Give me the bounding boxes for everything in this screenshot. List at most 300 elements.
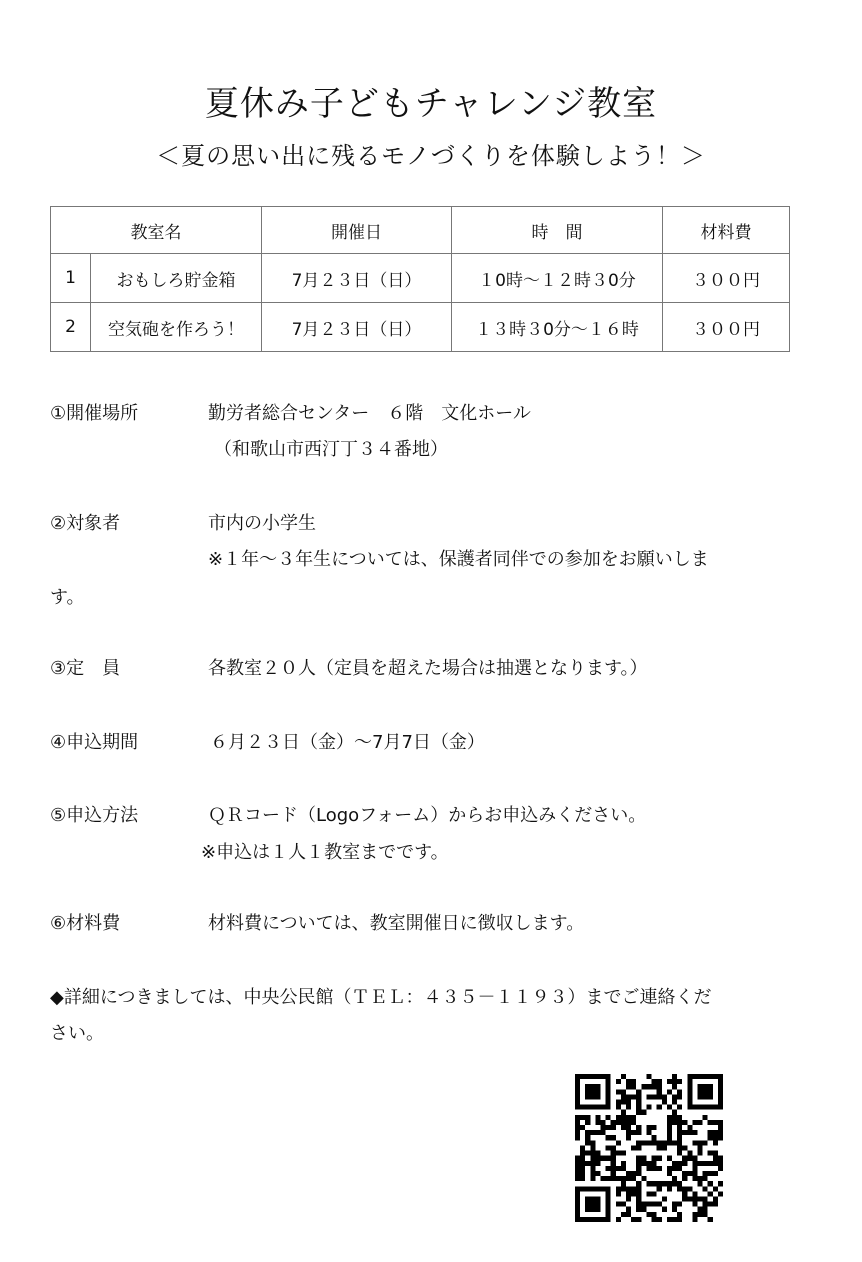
qr-module xyxy=(636,1145,641,1150)
qr-module xyxy=(606,1100,611,1105)
qr-module xyxy=(708,1089,713,1094)
header-fee: 材料費 xyxy=(663,207,790,254)
contact-line: ◆詳細につきましては、中央公民館（ＴＥＬ：４３５－１１９３）までご連絡くだ xyxy=(50,987,712,1008)
qr-module xyxy=(580,1151,585,1156)
qr-module xyxy=(580,1156,585,1161)
qr-module xyxy=(677,1130,682,1135)
qr-module xyxy=(595,1120,600,1125)
fee-label: ⑥材料費 xyxy=(50,913,121,934)
qr-module xyxy=(708,1217,713,1222)
qr-module xyxy=(606,1176,611,1181)
qr-module xyxy=(692,1171,697,1176)
qr-module xyxy=(652,1191,657,1196)
qr-module xyxy=(626,1171,631,1176)
qr-module xyxy=(575,1089,580,1094)
cell-class-name: おもしろ貯金箱 xyxy=(91,254,262,303)
qr-module xyxy=(682,1156,687,1161)
qr-module xyxy=(606,1135,611,1140)
qr-module xyxy=(601,1130,606,1135)
cell-fee: ３００円 xyxy=(663,254,790,303)
venue-address: （和歌山市西汀丁３４番地） xyxy=(214,439,448,460)
qr-module xyxy=(657,1186,662,1191)
qr-module xyxy=(708,1130,713,1135)
class-schedule-table xyxy=(50,206,790,352)
qr-module xyxy=(631,1094,636,1099)
qr-module xyxy=(677,1079,682,1084)
qr-module xyxy=(713,1105,718,1110)
qr-module xyxy=(616,1166,621,1171)
qr-module xyxy=(626,1120,631,1125)
qr-module xyxy=(677,1166,682,1171)
qr-module xyxy=(657,1089,662,1094)
qr-module xyxy=(595,1130,600,1135)
qr-module xyxy=(595,1202,600,1207)
qr-module xyxy=(636,1186,641,1191)
qr-module xyxy=(580,1145,585,1150)
qr-module xyxy=(585,1151,590,1156)
qr-module xyxy=(611,1176,616,1181)
qr-module xyxy=(718,1161,723,1166)
qr-module xyxy=(718,1166,723,1171)
qr-module xyxy=(631,1217,636,1222)
qr-module xyxy=(631,1145,636,1150)
qr-module xyxy=(672,1120,677,1125)
qr-module xyxy=(626,1094,631,1099)
qr-module xyxy=(580,1166,585,1171)
qr-module xyxy=(601,1120,606,1125)
qr-module xyxy=(590,1176,595,1181)
qr-module xyxy=(626,1084,631,1089)
qr-module xyxy=(667,1135,672,1140)
qr-module xyxy=(687,1125,692,1130)
target-value: 市内の小学生 xyxy=(208,513,316,534)
qr-module xyxy=(646,1161,651,1166)
qr-module xyxy=(708,1171,713,1176)
qr-module xyxy=(601,1074,606,1079)
qr-module xyxy=(692,1074,697,1079)
qr-module xyxy=(575,1212,580,1217)
qr-module xyxy=(687,1084,692,1089)
qr-module xyxy=(697,1176,702,1181)
qr-module xyxy=(677,1161,682,1166)
qr-module xyxy=(641,1140,646,1145)
qr-module xyxy=(595,1084,600,1089)
qr-module xyxy=(652,1079,657,1084)
qr-module xyxy=(652,1125,657,1130)
qr-module xyxy=(672,1110,677,1115)
qr-module xyxy=(687,1074,692,1079)
qr-module xyxy=(697,1145,702,1150)
qr-module xyxy=(718,1084,723,1089)
qr-module xyxy=(687,1094,692,1099)
qr-module xyxy=(646,1181,651,1186)
qr-module xyxy=(713,1186,718,1191)
qr-module xyxy=(697,1151,702,1156)
qr-module xyxy=(590,1074,595,1079)
qr-module xyxy=(713,1161,718,1166)
qr-module xyxy=(580,1186,585,1191)
qr-module xyxy=(575,1161,580,1166)
qr-module xyxy=(580,1115,585,1120)
qr-module xyxy=(718,1135,723,1140)
qr-module xyxy=(667,1130,672,1135)
qr-code-icon[interactable] xyxy=(575,1074,723,1222)
qr-module xyxy=(626,1079,631,1084)
qr-module xyxy=(682,1145,687,1150)
qr-module xyxy=(672,1176,677,1181)
qr-module xyxy=(601,1186,606,1191)
qr-module xyxy=(652,1217,657,1222)
venue-label: ①開催場所 xyxy=(50,403,139,424)
qr-module xyxy=(697,1094,702,1099)
qr-module xyxy=(697,1140,702,1145)
qr-module xyxy=(626,1115,631,1120)
qr-module xyxy=(713,1130,718,1135)
qr-module xyxy=(590,1140,595,1145)
qr-module xyxy=(636,1191,641,1196)
qr-module xyxy=(713,1202,718,1207)
qr-module xyxy=(606,1207,611,1212)
qr-module xyxy=(606,1084,611,1089)
qr-module xyxy=(631,1171,636,1176)
target-label: ②対象者 xyxy=(50,513,121,534)
qr-module xyxy=(575,1191,580,1196)
fee-value: 材料費については、教室開催日に徴収します。 xyxy=(208,913,585,934)
qr-module xyxy=(662,1181,667,1186)
qr-module xyxy=(616,1186,621,1191)
qr-module xyxy=(575,1156,580,1161)
qr-module xyxy=(636,1171,641,1176)
qr-module xyxy=(672,1217,677,1222)
qr-module xyxy=(590,1217,595,1222)
qr-module xyxy=(595,1186,600,1191)
method-value: ＱＲコード（Logoフォーム）からお申込みください。 xyxy=(208,805,647,826)
qr-module xyxy=(616,1191,621,1196)
qr-module xyxy=(575,1130,580,1135)
qr-module xyxy=(692,1120,697,1125)
qr-module xyxy=(621,1202,626,1207)
qr-module xyxy=(611,1171,616,1176)
qr-module xyxy=(667,1125,672,1130)
qr-module xyxy=(687,1079,692,1084)
qr-module xyxy=(657,1202,662,1207)
qr-module xyxy=(585,1115,590,1120)
qr-module xyxy=(606,1156,611,1161)
qr-module xyxy=(616,1140,621,1145)
qr-module xyxy=(575,1171,580,1176)
qr-module xyxy=(641,1176,646,1181)
qr-module xyxy=(718,1125,723,1130)
qr-module xyxy=(590,1084,595,1089)
qr-module xyxy=(595,1171,600,1176)
table-row xyxy=(51,254,790,303)
qr-module xyxy=(657,1079,662,1084)
qr-module xyxy=(575,1074,580,1079)
qr-module xyxy=(636,1130,641,1135)
qr-module xyxy=(703,1186,708,1191)
qr-module xyxy=(631,1084,636,1089)
qr-module xyxy=(580,1176,585,1181)
qr-module xyxy=(672,1161,677,1166)
qr-module xyxy=(652,1156,657,1161)
qr-module xyxy=(636,1110,641,1115)
qr-module xyxy=(580,1125,585,1130)
qr-module xyxy=(575,1176,580,1181)
qr-module xyxy=(646,1094,651,1099)
qr-module xyxy=(585,1120,590,1125)
qr-module xyxy=(616,1202,621,1207)
qr-module xyxy=(636,1156,641,1161)
qr-module xyxy=(667,1115,672,1120)
qr-module xyxy=(606,1094,611,1099)
qr-module xyxy=(703,1212,708,1217)
qr-module xyxy=(677,1094,682,1099)
qr-module xyxy=(621,1166,626,1171)
qr-module xyxy=(636,1166,641,1171)
qr-module xyxy=(606,1145,611,1150)
qr-module xyxy=(575,1125,580,1130)
qr-module xyxy=(713,1140,718,1145)
qr-module xyxy=(616,1176,621,1181)
qr-module xyxy=(590,1196,595,1201)
qr-module xyxy=(636,1217,641,1222)
qr-module xyxy=(616,1217,621,1222)
qr-module xyxy=(575,1094,580,1099)
qr-module xyxy=(621,1186,626,1191)
qr-module xyxy=(703,1089,708,1094)
qr-module xyxy=(575,1084,580,1089)
qr-module xyxy=(652,1135,657,1140)
qr-module xyxy=(575,1079,580,1084)
table-row xyxy=(51,303,790,352)
qr-module xyxy=(687,1151,692,1156)
qr-module xyxy=(575,1207,580,1212)
qr-module xyxy=(626,1125,631,1130)
qr-module xyxy=(621,1110,626,1115)
qr-module xyxy=(672,1181,677,1186)
qr-module xyxy=(677,1125,682,1130)
qr-module xyxy=(652,1212,657,1217)
qr-module xyxy=(703,1202,708,1207)
qr-module xyxy=(718,1181,723,1186)
qr-module xyxy=(611,1125,616,1130)
qr-module xyxy=(718,1105,723,1110)
qr-module xyxy=(667,1105,672,1110)
qr-module xyxy=(687,1105,692,1110)
qr-module xyxy=(713,1156,718,1161)
target-note: ※１年〜３年生については、保護者同伴での参加をお願いしま xyxy=(208,549,709,570)
qr-module xyxy=(641,1202,646,1207)
qr-module xyxy=(657,1140,662,1145)
qr-module xyxy=(585,1074,590,1079)
qr-module xyxy=(590,1089,595,1094)
qr-module xyxy=(692,1166,697,1171)
qr-module xyxy=(646,1191,651,1196)
qr-module xyxy=(692,1212,697,1217)
qr-module xyxy=(703,1161,708,1166)
qr-module xyxy=(616,1105,621,1110)
qr-module xyxy=(657,1156,662,1161)
cell-time: １３時３0分〜１６時 xyxy=(452,303,663,352)
qr-module xyxy=(585,1130,590,1135)
qr-module xyxy=(667,1166,672,1171)
cell-number: 2 xyxy=(51,303,91,352)
qr-module xyxy=(713,1151,718,1156)
qr-module xyxy=(697,1074,702,1079)
qr-module xyxy=(682,1176,687,1181)
qr-module xyxy=(621,1089,626,1094)
qr-module xyxy=(590,1145,595,1150)
table-header-row xyxy=(51,207,790,254)
qr-module xyxy=(662,1196,667,1201)
qr-module xyxy=(611,1120,616,1125)
qr-module xyxy=(677,1217,682,1222)
qr-module xyxy=(575,1105,580,1110)
qr-module xyxy=(672,1140,677,1145)
qr-module xyxy=(677,1186,682,1191)
qr-module xyxy=(677,1212,682,1217)
qr-module xyxy=(677,1202,682,1207)
qr-module xyxy=(708,1074,713,1079)
qr-module xyxy=(682,1191,687,1196)
qr-module xyxy=(652,1161,657,1166)
page-title: 夏休み子どもチャレンジ教室 xyxy=(204,84,658,124)
qr-module xyxy=(692,1196,697,1201)
qr-module xyxy=(621,1125,626,1130)
qr-module xyxy=(667,1089,672,1094)
qr-module xyxy=(708,1120,713,1125)
qr-module xyxy=(590,1105,595,1110)
qr-module xyxy=(616,1089,621,1094)
qr-module xyxy=(595,1196,600,1201)
header-classroom: 教室名 xyxy=(51,207,262,254)
qr-module xyxy=(621,1115,626,1120)
qr-module xyxy=(601,1105,606,1110)
qr-module xyxy=(652,1202,657,1207)
qr-module xyxy=(662,1145,667,1150)
qr-module xyxy=(606,1191,611,1196)
qr-module xyxy=(646,1202,651,1207)
qr-module xyxy=(687,1100,692,1105)
qr-module xyxy=(713,1171,718,1176)
qr-module xyxy=(590,1186,595,1191)
qr-module xyxy=(626,1130,631,1135)
qr-module xyxy=(718,1094,723,1099)
qr-module xyxy=(718,1156,723,1161)
qr-module xyxy=(601,1156,606,1161)
qr-module xyxy=(580,1217,585,1222)
qr-module xyxy=(595,1094,600,1099)
qr-module xyxy=(585,1161,590,1166)
qr-module xyxy=(631,1186,636,1191)
qr-module xyxy=(580,1171,585,1176)
qr-module xyxy=(692,1105,697,1110)
qr-module xyxy=(606,1202,611,1207)
qr-module xyxy=(595,1089,600,1094)
qr-module xyxy=(626,1191,631,1196)
qr-module xyxy=(590,1156,595,1161)
qr-module xyxy=(606,1212,611,1217)
qr-module xyxy=(621,1161,626,1166)
capacity-label: ③定 員 xyxy=(50,658,121,679)
qr-module xyxy=(652,1166,657,1171)
qr-module xyxy=(672,1074,677,1079)
target-note-wrap: す。 xyxy=(50,587,85,608)
qr-module xyxy=(626,1176,631,1181)
method-label: ⑤申込方法 xyxy=(50,805,139,826)
qr-module xyxy=(585,1105,590,1110)
qr-module xyxy=(595,1156,600,1161)
qr-module xyxy=(657,1181,662,1186)
qr-module xyxy=(636,1125,641,1130)
qr-module xyxy=(585,1217,590,1222)
qr-module xyxy=(672,1207,677,1212)
qr-module xyxy=(713,1135,718,1140)
qr-module xyxy=(590,1130,595,1135)
qr-module xyxy=(621,1100,626,1105)
qr-module xyxy=(636,1181,641,1186)
qr-module xyxy=(657,1084,662,1089)
qr-module xyxy=(590,1166,595,1171)
qr-module xyxy=(590,1202,595,1207)
qr-module xyxy=(575,1120,580,1125)
qr-module xyxy=(585,1207,590,1212)
qr-module xyxy=(606,1115,611,1120)
qr-module xyxy=(672,1094,677,1099)
qr-module xyxy=(708,1191,713,1196)
qr-module xyxy=(667,1217,672,1222)
qr-module xyxy=(652,1181,657,1186)
method-note: ※申込は１人１教室までです。 xyxy=(201,842,449,863)
qr-module xyxy=(708,1135,713,1140)
qr-module xyxy=(646,1166,651,1171)
qr-module xyxy=(703,1140,708,1145)
qr-module xyxy=(672,1100,677,1105)
qr-module xyxy=(672,1084,677,1089)
qr-module xyxy=(626,1135,631,1140)
qr-module xyxy=(677,1089,682,1094)
qr-module xyxy=(677,1105,682,1110)
qr-module xyxy=(621,1181,626,1186)
qr-module xyxy=(708,1084,713,1089)
qr-module xyxy=(601,1217,606,1222)
qr-module xyxy=(682,1161,687,1166)
qr-module xyxy=(718,1100,723,1105)
qr-module xyxy=(636,1161,641,1166)
qr-module xyxy=(595,1151,600,1156)
qr-module xyxy=(585,1135,590,1140)
qr-module xyxy=(703,1094,708,1099)
qr-module xyxy=(646,1074,651,1079)
header-date: 開催日 xyxy=(262,207,452,254)
qr-module xyxy=(708,1105,713,1110)
qr-module xyxy=(703,1074,708,1079)
qr-module xyxy=(667,1186,672,1191)
qr-module xyxy=(697,1105,702,1110)
header-time: 時 間 xyxy=(452,207,663,254)
qr-module xyxy=(621,1074,626,1079)
qr-module xyxy=(621,1176,626,1181)
cell-date: 7月２３日（日） xyxy=(262,303,452,352)
qr-module xyxy=(692,1130,697,1135)
qr-module xyxy=(662,1207,667,1212)
qr-module xyxy=(641,1156,646,1161)
qr-module xyxy=(611,1161,616,1166)
qr-module xyxy=(677,1120,682,1125)
qr-module xyxy=(662,1094,667,1099)
qr-module xyxy=(703,1196,708,1201)
qr-module xyxy=(621,1212,626,1217)
